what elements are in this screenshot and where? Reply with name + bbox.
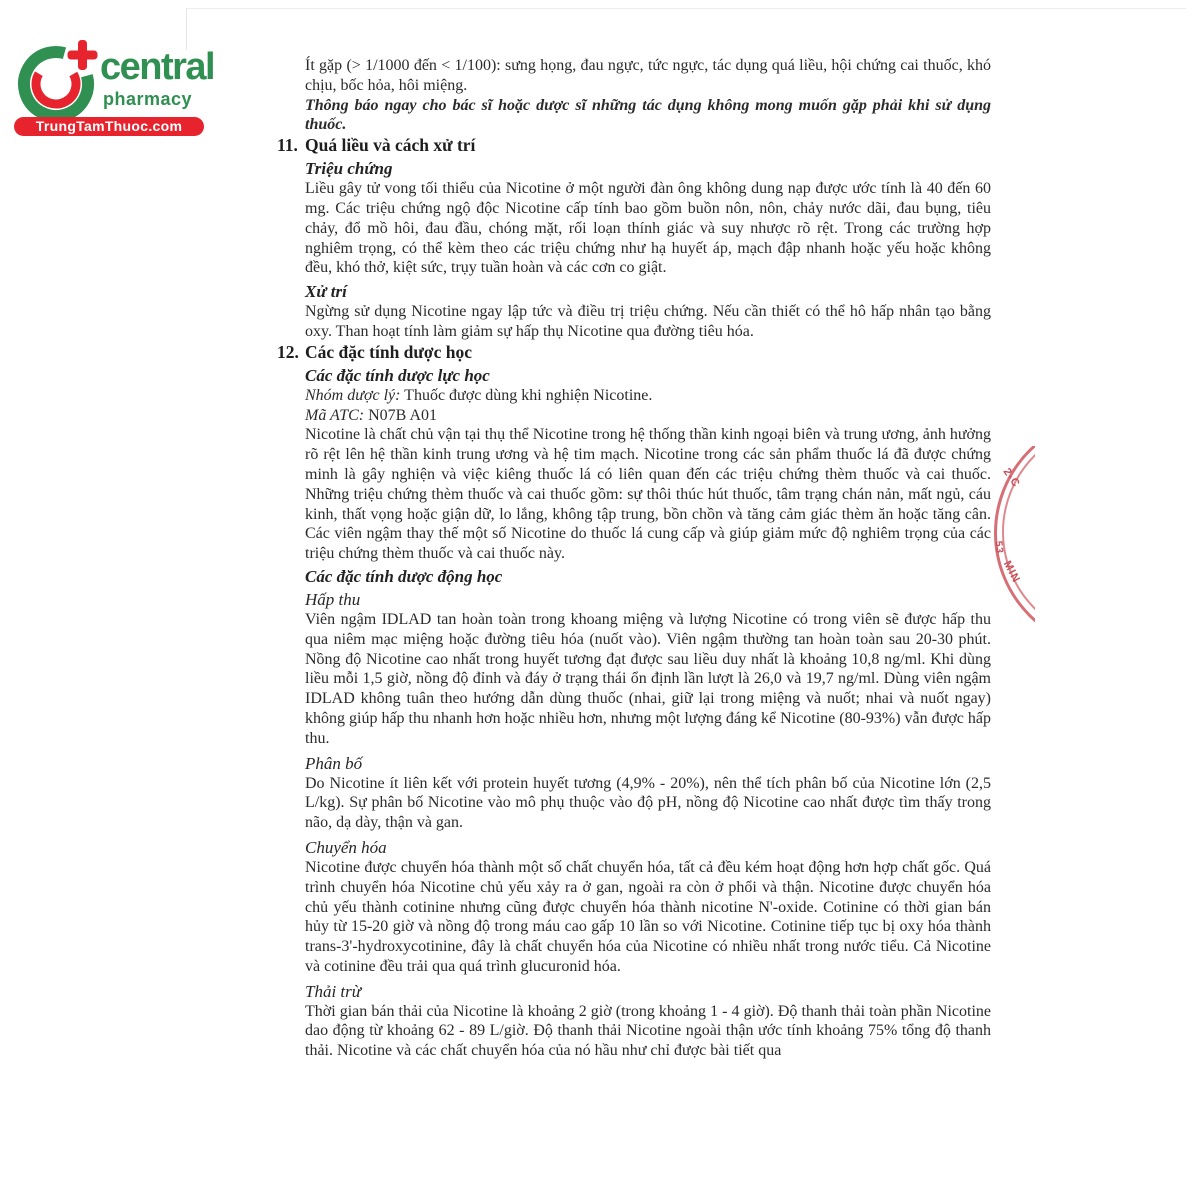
elimination-subheading: Thải trừ <box>305 981 362 1001</box>
uncommon-effects-paragraph: Ít gặp (> 1/1000 đến < 1/100): sưng họng, đau ngực, tức ngực, tác dụng quá liều, hội chứng cai thuốc, khó chịu, bốc hỏa, hôi miệng. <box>305 57 991 94</box>
symptoms-paragraph: Liều gây tử vong tối thiểu của Nicotine ở một người đàn ông không dung nạp được ước tính là 40 đến 60 mg. Các triệu chứng ngộ độc Nicotine cấp tính bao gồm buồn nôn, nôn, chảy nước dãi, đau bụng, tiêu chảy, đổ mồ hôi, đau đầu, chóng mặt, rối loạn thính giác và suy nhược rõ rệt. Trong các trường hợp nghiêm trọng, có thể kèm theo các triệu chứng như hạ huyết áp, mạch đập nhanh hoặc yếu hoặc không đều, khó thở, kiệt sức, trụy tuần hoàn và các cơn co giật. <box>305 180 991 277</box>
section-11-heading <box>277 135 991 155</box>
absorption-paragraph: Viên ngậm IDLAD tan hoàn toàn trong khoang miệng và lượng Nicotine có trong viên sẽ được hấp thu qua niêm mạc miệng hoặc đường tiêu hóa (nuốt vào). Viên ngậm thường tan hoàn toàn sau 20-30 phút. Nồng độ Nicotine cao nhất trong huyết tương đạt được sau liều duy nhất là khoảng 10,8 ng/ml. Khi dùng liều mỗi 1,5 giờ, nồng độ đỉnh và đáy ở trạng thái ổn định lần lượt là 26,0 và 19,7 ng/ml. Dùng viên ngậm IDLAD không tuân theo hướng dẫn dùng thuốc (nhai, giữ lại trong miệng và nuốt; nhai và nuốt ngay) không giúp hấp thu nhanh hơn hoặc nhiều hơn, nhưng một lượng đáng kể Nicotine (80-93%) vẫn được hấp thu. <box>305 610 991 747</box>
atc-code-value: N07B A01 <box>364 406 438 424</box>
atc-code-line <box>277 406 991 426</box>
section-11-title: Quá liều và cách xử trí <box>305 135 476 156</box>
metabolism-subheading: Chuyển hóa <box>305 837 387 857</box>
logo-website-banner: TrungTamThuoc.com <box>14 117 204 136</box>
pharm-group-line <box>277 386 991 406</box>
logo-subbrand-text: pharmacy <box>103 89 193 109</box>
metabolism-paragraph: Nicotine được chuyển hóa thành một số chất chuyển hóa, tất cả đều kém hoạt động hơn hợp chất gốc. Quá trình chuyển hóa Nicotine chủ yếu xảy ra ở gan, ngoài ra còn ở phổi và thận. Nicotine được chuyển hóa chủ yếu thành cotinine nhưng cũng được chuyển hóa thành nicotine N'-oxide. Cotinine có thời gian bán hủy từ 15-20 giờ và nồng độ trong máu cao gấp 10 lần so với Nicotine. Cotinine tiếp tục bị oxy hóa thành trans-3'-hydroxycotinine, đây là chất chuyển hóa của Nicotine có nhiều nhất trong nước tiểu. Cả Nicotine và cotinine đều trải qua quá trình glucuronid hóa. <box>305 858 991 975</box>
stamp-text-fragment: 2-C <box>1000 466 1023 490</box>
treatment-subheading: Xử trí <box>305 282 347 302</box>
section-12-title: Các đặc tính dược học <box>305 341 473 362</box>
stamp-inner-ring <box>1002 446 1035 641</box>
elimination-paragraph: Thời gian bán thải của Nicotine là khoảng 2 giờ (trong khoảng 1 - 4 giờ). Độ thanh thải toàn phần Nicotine dao động từ khoảng 62 - 89 L/giờ. Độ thanh thải Nicotine ngoài thận ước tính khoảng 75% tổng độ thanh thải. Nicotine và các chất chuyển hóa của nó hầu như chỉ được bài tiết qua <box>305 1002 991 1060</box>
central-pharmacy-logo <box>14 36 229 136</box>
notice-paragraph: Thông báo ngay cho bác sĩ hoặc dược sĩ những tác dụng không mong muốn gặp phải khi sử dụng thuốc. <box>305 96 991 134</box>
pharmacodynamics-subheading: Các đặc tính dược lực học <box>305 365 490 385</box>
symptoms-subheading: Triệu chứng <box>305 159 393 179</box>
absorption-subheading: Hấp thu <box>305 589 361 609</box>
section-12-heading <box>277 342 991 362</box>
stamp-outer-ring <box>994 446 1035 651</box>
pharmacodynamics-paragraph: Nicotine là chất chủ vận tại thụ thể Nicotine trong hệ thống thần kinh ngoại biên và trung ương, ảnh hưởng rõ rệt lên hệ thần kinh trung ương và hệ tim mạch. Nicotine trong các sản phẩm thuốc lá đã được chứng minh là gây nghiện và việc kiêng thuốc lá có liên quan đến các triệu chứng thèm thuốc và cai thuốc. Những triệu chứng thèm thuốc và cai thuốc gồm: sự thôi thúc hút thuốc, tâm trạng chán nản, mất ngủ, cáu kinh, thất vọng hoặc giận dữ, lo lắng, không tập trung, bồn chồn và tăng cảm giác thèm ăn hoặc tăng cân. Các viên ngậm thay thế một số Nicotine do thuốc lá cung cấp và giúp giảm mức độ nghiêm trọng của các triệu chứng thèm thuốc và cai thuốc này. <box>305 426 991 563</box>
section-12-number: 12. <box>277 341 299 362</box>
pharmacokinetics-subheading: Các đặc tính dược động học <box>305 566 503 586</box>
scan-edge-top <box>186 8 1186 9</box>
atc-code-label: Mã ATC: <box>305 406 365 424</box>
logo-brand-text: central <box>100 46 215 88</box>
pharm-group-label: Nhóm dược lý: <box>305 386 401 404</box>
red-stamp-partial <box>988 446 1035 674</box>
leaflet-page <box>277 56 991 1061</box>
stamp-text-fragment: 53 <box>992 540 1005 555</box>
pharm-group-value: Thuốc được dùng khi nghiện Nicotine. <box>400 386 653 404</box>
distribution-subheading: Phân bố <box>305 753 363 773</box>
central-pharmacy-c-icon <box>16 36 108 129</box>
section-11-number: 11. <box>277 135 298 156</box>
distribution-paragraph: Do Nicotine ít liên kết với protein huyết tương (4,9% - 20%), nên thể tích phân bố của Nicotine lớn (2,5 L/kg). Sự phân bố Nicotine vào mô phụ thuộc vào độ pH, nồng độ Nicotine cao nhất được tìm thấy trong não, dạ dày, thận và gan. <box>305 774 991 832</box>
stamp-text-fragment: MIN <box>1000 558 1023 586</box>
treatment-paragraph: Ngừng sử dụng Nicotine ngay lập tức và điều trị triệu chứng. Nếu cần thiết có thể hô hấp nhân tạo bằng oxy. Than hoạt tính làm giảm sự hấp thụ Nicotine qua đường tiêu hóa. <box>305 303 991 340</box>
